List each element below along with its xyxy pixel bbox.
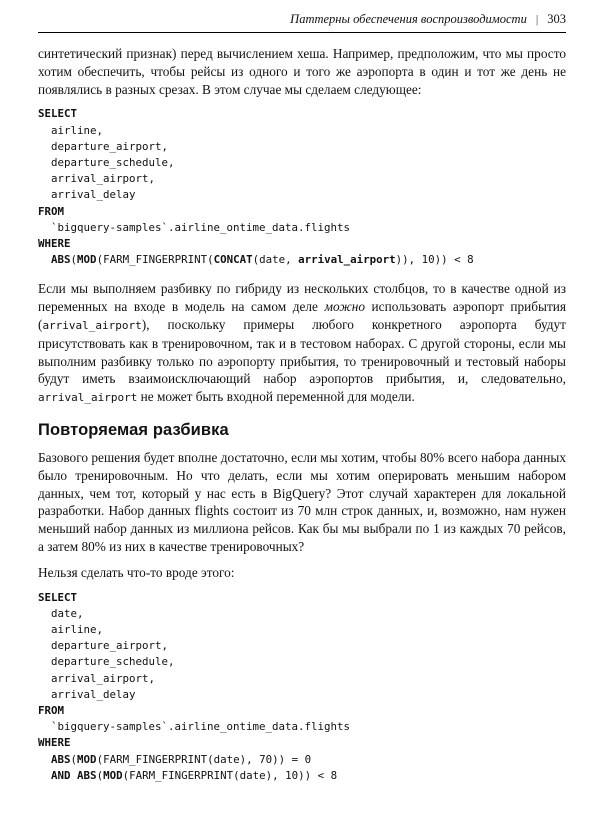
page-number: 303 <box>547 12 566 26</box>
paragraph-repeatable-split: Базового решения будет вполне достаточно, если мы хотим, чтобы 80% всего набора данных было тренировочным. Но что делать, если мы хотим оперировать меньшим набором данных, чем тот, который у нас есть в BigQuery? Этот случай характерен для локальной разработки. Набор данных flights состоит из 70 млн строк данных, и, возможно, нам нужен меньший набор данных из миллиона рейсов. Как бы мы выбрали по 1 из каждых 70 рейсов, а затем 80% из них в качестве тренировочных? <box>38 450 566 554</box>
section-heading-repeatable-split: Повторяемая разбивка <box>38 421 229 439</box>
sql-code-block-2: SELECT date, airline, departure_airport, departure_schedule, arrival_airport, arrival_delay FROM `bigquery-samples`.airline_ontime_data.flights WHERE ABS(MOD(FARM_FINGERPRINT(date), 70)) = 0 AND ABS(MOD(FARM_FINGERPRINT(date), 10)) < 8 <box>38 590 351 782</box>
paragraph-hybrid-split: Если мы выполняем разбивку по гибриду из нескольких столбцов, то в качестве одной из переменных на входе в модель на самом деле можно использовать аэропорт прибытия (arrival_airport), поскольку примеры любого конкретного аэропорта будут присутствовать как в тренировочном, так и в тестовом наборах. С другой стороны, если мы выполним разбивку только по аэропорту прибытия, то тренировочный и тестовый наборы будут иметь взаимоисключающий набор аэропортов прибытия, и, следовательно, arrival_airport не может быть входной переменной для модели. <box>38 281 566 405</box>
paragraph-intro: синтетический признак) перед вычислением хеша. Например, предположим, что мы просто хотим обеспечить, чтобы рейсы из одного и того же аэропорта в один и тот же день не появлялись в разных срезах. В этом случае мы сделаем следующее: <box>38 46 566 97</box>
running-header-separator: | <box>535 12 539 26</box>
sql-code-block-1: SELECT airline, departure_airport, departure_schedule, arrival_airport, arrival_delay FROM `bigquery-samples`.airline_ontime_data.flights WHERE ABS(MOD(FARM_FINGERPRINT(CONCAT(date, arrival_airport)), 10)) < 8 <box>38 107 474 267</box>
running-header-title: Паттерны обеспечения воспроизводимости <box>290 12 527 26</box>
running-header <box>38 12 566 32</box>
paragraph-cannot-do-this: Нельзя сделать что-то вроде этого: <box>38 564 235 580</box>
header-rule <box>38 32 566 33</box>
